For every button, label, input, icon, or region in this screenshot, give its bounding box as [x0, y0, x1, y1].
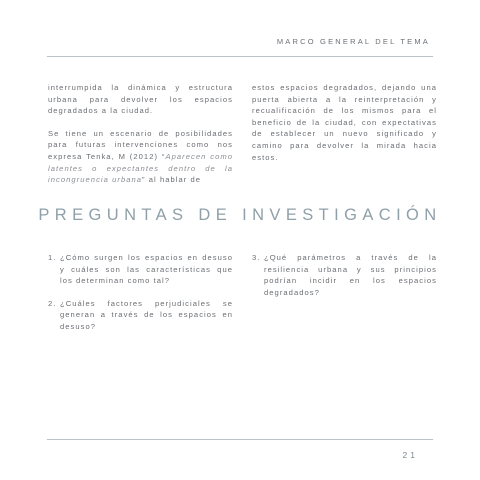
top-divider: [47, 56, 433, 57]
question-item: [48, 298, 233, 333]
page-number: 21: [402, 450, 418, 460]
body-column-left: [48, 82, 233, 197]
body-text: estos espacios degradados, dejando una puerta abierta a la reinterpretación y recualificación de los mismos para el beneficio de la ciudad, con expectativas de establecer un nuevo significado y camino para devolver la mirada hacia estos.: [252, 83, 437, 162]
body-text: interrumpida la dinámica y estructura urbana para devolver los espacios degradados a la ciudad.: [48, 83, 233, 116]
bottom-divider: [47, 439, 433, 440]
questions-column-right: [252, 252, 437, 309]
body-column-right: [252, 82, 437, 174]
body-text: Se tiene un escenario de posibilidades para futuras intervenciones como nos expresa Tenka, M (2012) “: [48, 128, 233, 161]
header-title: MARCO GENERAL DEL TEMA: [276, 37, 430, 46]
question-item: [48, 252, 233, 287]
questions-column-left: [48, 252, 233, 344]
question-number: 2.: [48, 298, 57, 308]
question-text: ¿Cómo surgen los espacios en desuso y cuáles son las características que los determinan como tal?: [60, 253, 233, 286]
question-text: ¿Cuáles factores perjudiciales se generan a través de los espacios en desuso?: [60, 298, 233, 331]
question-text: ¿Qué parámetros a través de la resiliencia urbana y sus principios podrían incidir en los espacios degradados?: [264, 253, 437, 297]
body-paragraph: [48, 82, 233, 117]
section-title: PREGUNTAS DE INVESTIGACIÓN: [38, 206, 442, 224]
question-number: 1.: [48, 253, 57, 262]
body-paragraph: [252, 82, 437, 163]
question-item: [252, 252, 437, 298]
body-text: ” al hablar de: [142, 175, 202, 185]
citation-quote: Aparecen como latentes o expectantes dentro de la incongruencia urbana: [48, 151, 234, 185]
body-paragraph: [48, 128, 233, 186]
question-number: 3.: [252, 253, 261, 262]
